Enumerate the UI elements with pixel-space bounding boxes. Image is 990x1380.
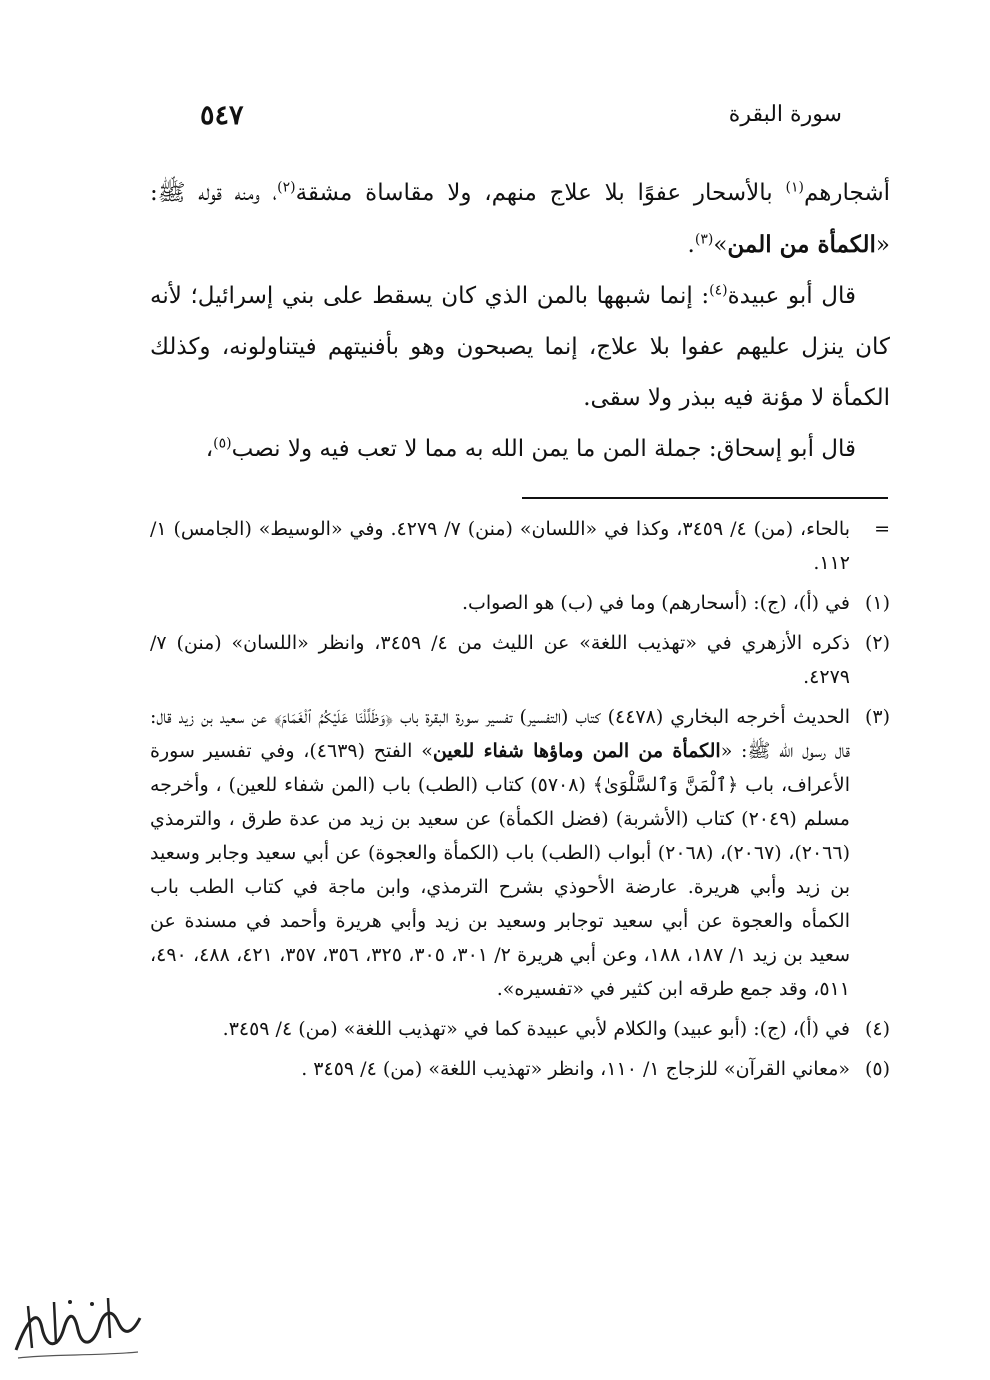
footnote-text: ذكره الأزهري في «تهذيب اللغة» عن الليث من ٤/ ٣٤٥٩، وانظر «اللسان» (منن) ٧/ ٤٢٧٩. xyxy=(150,632,850,688)
footnote-mark: (٥) xyxy=(864,1058,890,1080)
paragraph-3 xyxy=(150,424,890,475)
surah-title: سورة البقرة xyxy=(728,102,842,127)
footnote-ref-5[interactable]: (٥) xyxy=(213,435,232,452)
footnote-text: «معاني القرآن» للزجاج ١/ ١١٠، وانظر «تهذيب اللغة» (من) ٤/ ٣٤٥٩ . xyxy=(301,1058,850,1080)
footnote-ref-1[interactable]: (١) xyxy=(785,179,804,196)
text-run: . xyxy=(687,232,695,258)
footnote-mark: (٣) xyxy=(864,706,890,728)
main-text xyxy=(150,168,890,475)
text-run: ، xyxy=(205,436,214,462)
footnote-mark: (١) xyxy=(864,592,890,614)
footnote-divider xyxy=(522,497,888,499)
calligraphy-logo-icon xyxy=(8,1288,148,1368)
footnote-4 xyxy=(150,1012,890,1046)
text-run: : إنما شبهها بالمن الذي كان يسقط على بني إسرائيل؛ لأنه كان ينزل عليهم عفوا بلا علاج، إنما يصبحون وهو بأفنيتهم فيتناولونه، وكذلك الكمأة لا مؤنة فيه ببذر ولا سقى. xyxy=(150,283,890,411)
footnote-text: بالحاء، (من) ٤/ ٣٤٥٩، وكذا في «اللسان» (منن) ٧/ ٤٢٧٩. وفي «الوسيط» (الجامس) ١/ ١١٢. xyxy=(150,518,850,574)
footnote-mark: (٤) xyxy=(864,1018,890,1040)
footnote-continuation xyxy=(150,512,890,580)
footnote-text: الحديث أخرجه البخاري (٤٤٧٨) كتاب (التفسير) تفسير سورة البقرة باب ﴿وَظَلَّلْنَا عَلَيْكُمُ ٱلْغَمَامَ﴾ عن سعيد بن زيد قال: قال رسول الله ﷺ: « xyxy=(150,706,850,762)
page-number: ٥٤٧ xyxy=(200,100,244,131)
footnote-3 xyxy=(150,700,890,1006)
footnote-ref-2[interactable]: (٢) xyxy=(277,179,296,196)
footnote-text: » الفتح (٤٦٣٩)، وفي تفسير سورة الأعراف، باب ﴿ٱلْمَنَّ وَٱلسَّلْوَىٰ﴾ (٥٧٠٨) كتاب (الطب) باب (المن شفاء للعين) ، وأخرجه مسلم (٢٠٤٩) كتاب (الأشربة) (فضل الكمأة) عن سعيد بن زيد من عدة طرق ، والترمذي (٢٠٦٦)، (٢٠٦٧)، (٢٠٦٨) أبواب (الطب) باب (الكمأة والعجوة) عن أبي سعيد وجابر وسعيد بن زيد وأبي هريرة. عارضة الأحوذي بشرح الترمذي، وابن ماجة في كتاب الطب باب الكمأه والعجوة عن أبي سعيد توجابر وسعيد بن زيد وأبي هريرة وأحمد في مسندة عن سعيد بن زيد ١/ ١٨٧، ١٨٨، وعن أبي هريرة ٢/ ٣٠١، ٣٠٥، ٣٢٥، ٣٥٦، ٣٥٧، ٤٢١، ٤٨٨، ٤٩٠، ٥١١، وقد جمع طرقه ابن كثير في «تفسيره». xyxy=(150,740,851,1000)
footnote-mark: = xyxy=(874,518,890,540)
footnote-2 xyxy=(150,626,890,694)
footnote-ref-4[interactable]: (٤) xyxy=(709,282,728,299)
footnote-5 xyxy=(150,1052,890,1086)
page-header xyxy=(200,100,890,144)
text-run: قال أبو إسحاق: جملة المن ما يمن الله به مما لا تعب فيه ولا نصب xyxy=(231,436,856,462)
footnotes xyxy=(150,512,890,1092)
hadith-quote: الكمأة من المن xyxy=(727,231,876,258)
footnote-1 xyxy=(150,586,890,620)
watermark-logo xyxy=(8,1288,148,1368)
paragraph-1 xyxy=(150,168,890,271)
text-run: أشجارهم xyxy=(803,180,890,206)
hadith-quote: الكمأة من المن وماؤها شفاء للعين xyxy=(432,740,721,762)
footnote-text: في (أ)، (ج): (أسحارهم) وما في (ب) هو الصواب. xyxy=(461,592,850,614)
text-run: قال أبو عبيدة xyxy=(727,283,856,309)
footnote-mark: (٢) xyxy=(864,632,890,654)
paragraph-2 xyxy=(150,271,890,424)
text-run: بالأسحار عفوًا بلا علاج منهم، ولا مقاساة مشقة xyxy=(295,180,786,206)
footnote-ref-3[interactable]: (٣) xyxy=(694,231,714,248)
footnote-text: في (أ)، (ج): (أبو عبيد) والكلام لأبي عبيدة كما في «تهذيب اللغة» (من) ٤/ ٣٤٥٩. xyxy=(222,1018,850,1040)
text-run: ، ومنه قوله ﷺ: « xyxy=(150,180,890,258)
text-run: » xyxy=(713,232,728,258)
